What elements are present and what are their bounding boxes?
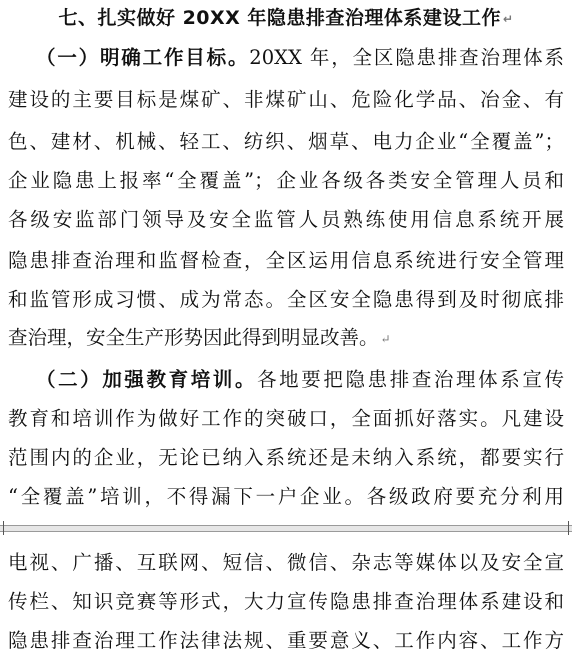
paragraph-1-line-4: 企业隐患上报率“全覆盖”；企业各级各类安全管理人员和: [8, 169, 564, 192]
paragraph-2-line-1: [36, 364, 564, 396]
next-page-line-1: 电视、广播、互联网、短信、微信、杂志等媒体以及安全宣: [8, 551, 564, 574]
next-page-line-3: 隐患排查治理工作法律法规、重要意义、工作内容、工作方: [8, 629, 564, 652]
next-page-line-2: 传栏、知识竞赛等形式，大力宣传隐患排查治理体系建设和: [8, 590, 564, 613]
paragraph-2-line-3: 范围内的企业，无论已纳入系统还是未纳入系统，都要实行: [8, 446, 564, 469]
paragraph-1-heading: （一）明确工作目标。: [36, 46, 250, 69]
paragraph-mark-icon: ↵: [380, 331, 391, 346]
section-title-text: 七、扎实做好 20XX 年隐患排查治理体系建设工作: [58, 7, 501, 29]
paragraph-1-line-8: [8, 322, 564, 354]
paragraph-1-line-1-text: 20XX 年，全区隐患排查治理体系: [249, 46, 564, 69]
paragraph-1-line-2: 建设的主要目标是煤矿、非煤矿山、危险化学品、冶金、有: [8, 88, 564, 111]
page-corner-mark-left: [3, 521, 4, 535]
section-title: [0, 2, 572, 34]
paragraph-1-line-5: 各级安监部门领导及安全监管人员熟练使用信息系统开展: [8, 208, 564, 231]
paragraph-2-heading: （二）加强教育培训。: [36, 368, 258, 391]
paragraph-2-line-2: 教育和培训作为做好工作的突破口，全面抓好落实。凡建设: [8, 407, 564, 430]
page-corner-mark-right: [568, 521, 569, 535]
paragraph-1-line-3: 色、建材、机械、轻工、纺织、烟草、电力企业“全覆盖”；: [8, 130, 564, 153]
page-break-separator: [0, 521, 572, 535]
paragraph-2-line-4: “全覆盖”培训，不得漏下一户企业。各级政府要充分利用: [8, 485, 564, 508]
paragraph-1-line-1: [36, 42, 564, 74]
paragraph-1-line-7: 和监管形成习惯、成为常态。全区安全隐患得到及时彻底排: [8, 288, 564, 311]
paragraph-2-line-1-text: 各地要把隐患排查治理体系宣传: [257, 368, 564, 391]
paragraph-1-line-8-text: 查治理，安全生产形势因此得到明显改善。: [8, 326, 379, 349]
paragraph-1-line-6: 隐患排查治理和监督检查，全区运用信息系统进行安全管理: [8, 249, 564, 272]
paragraph-mark-icon: ↵: [502, 11, 514, 26]
